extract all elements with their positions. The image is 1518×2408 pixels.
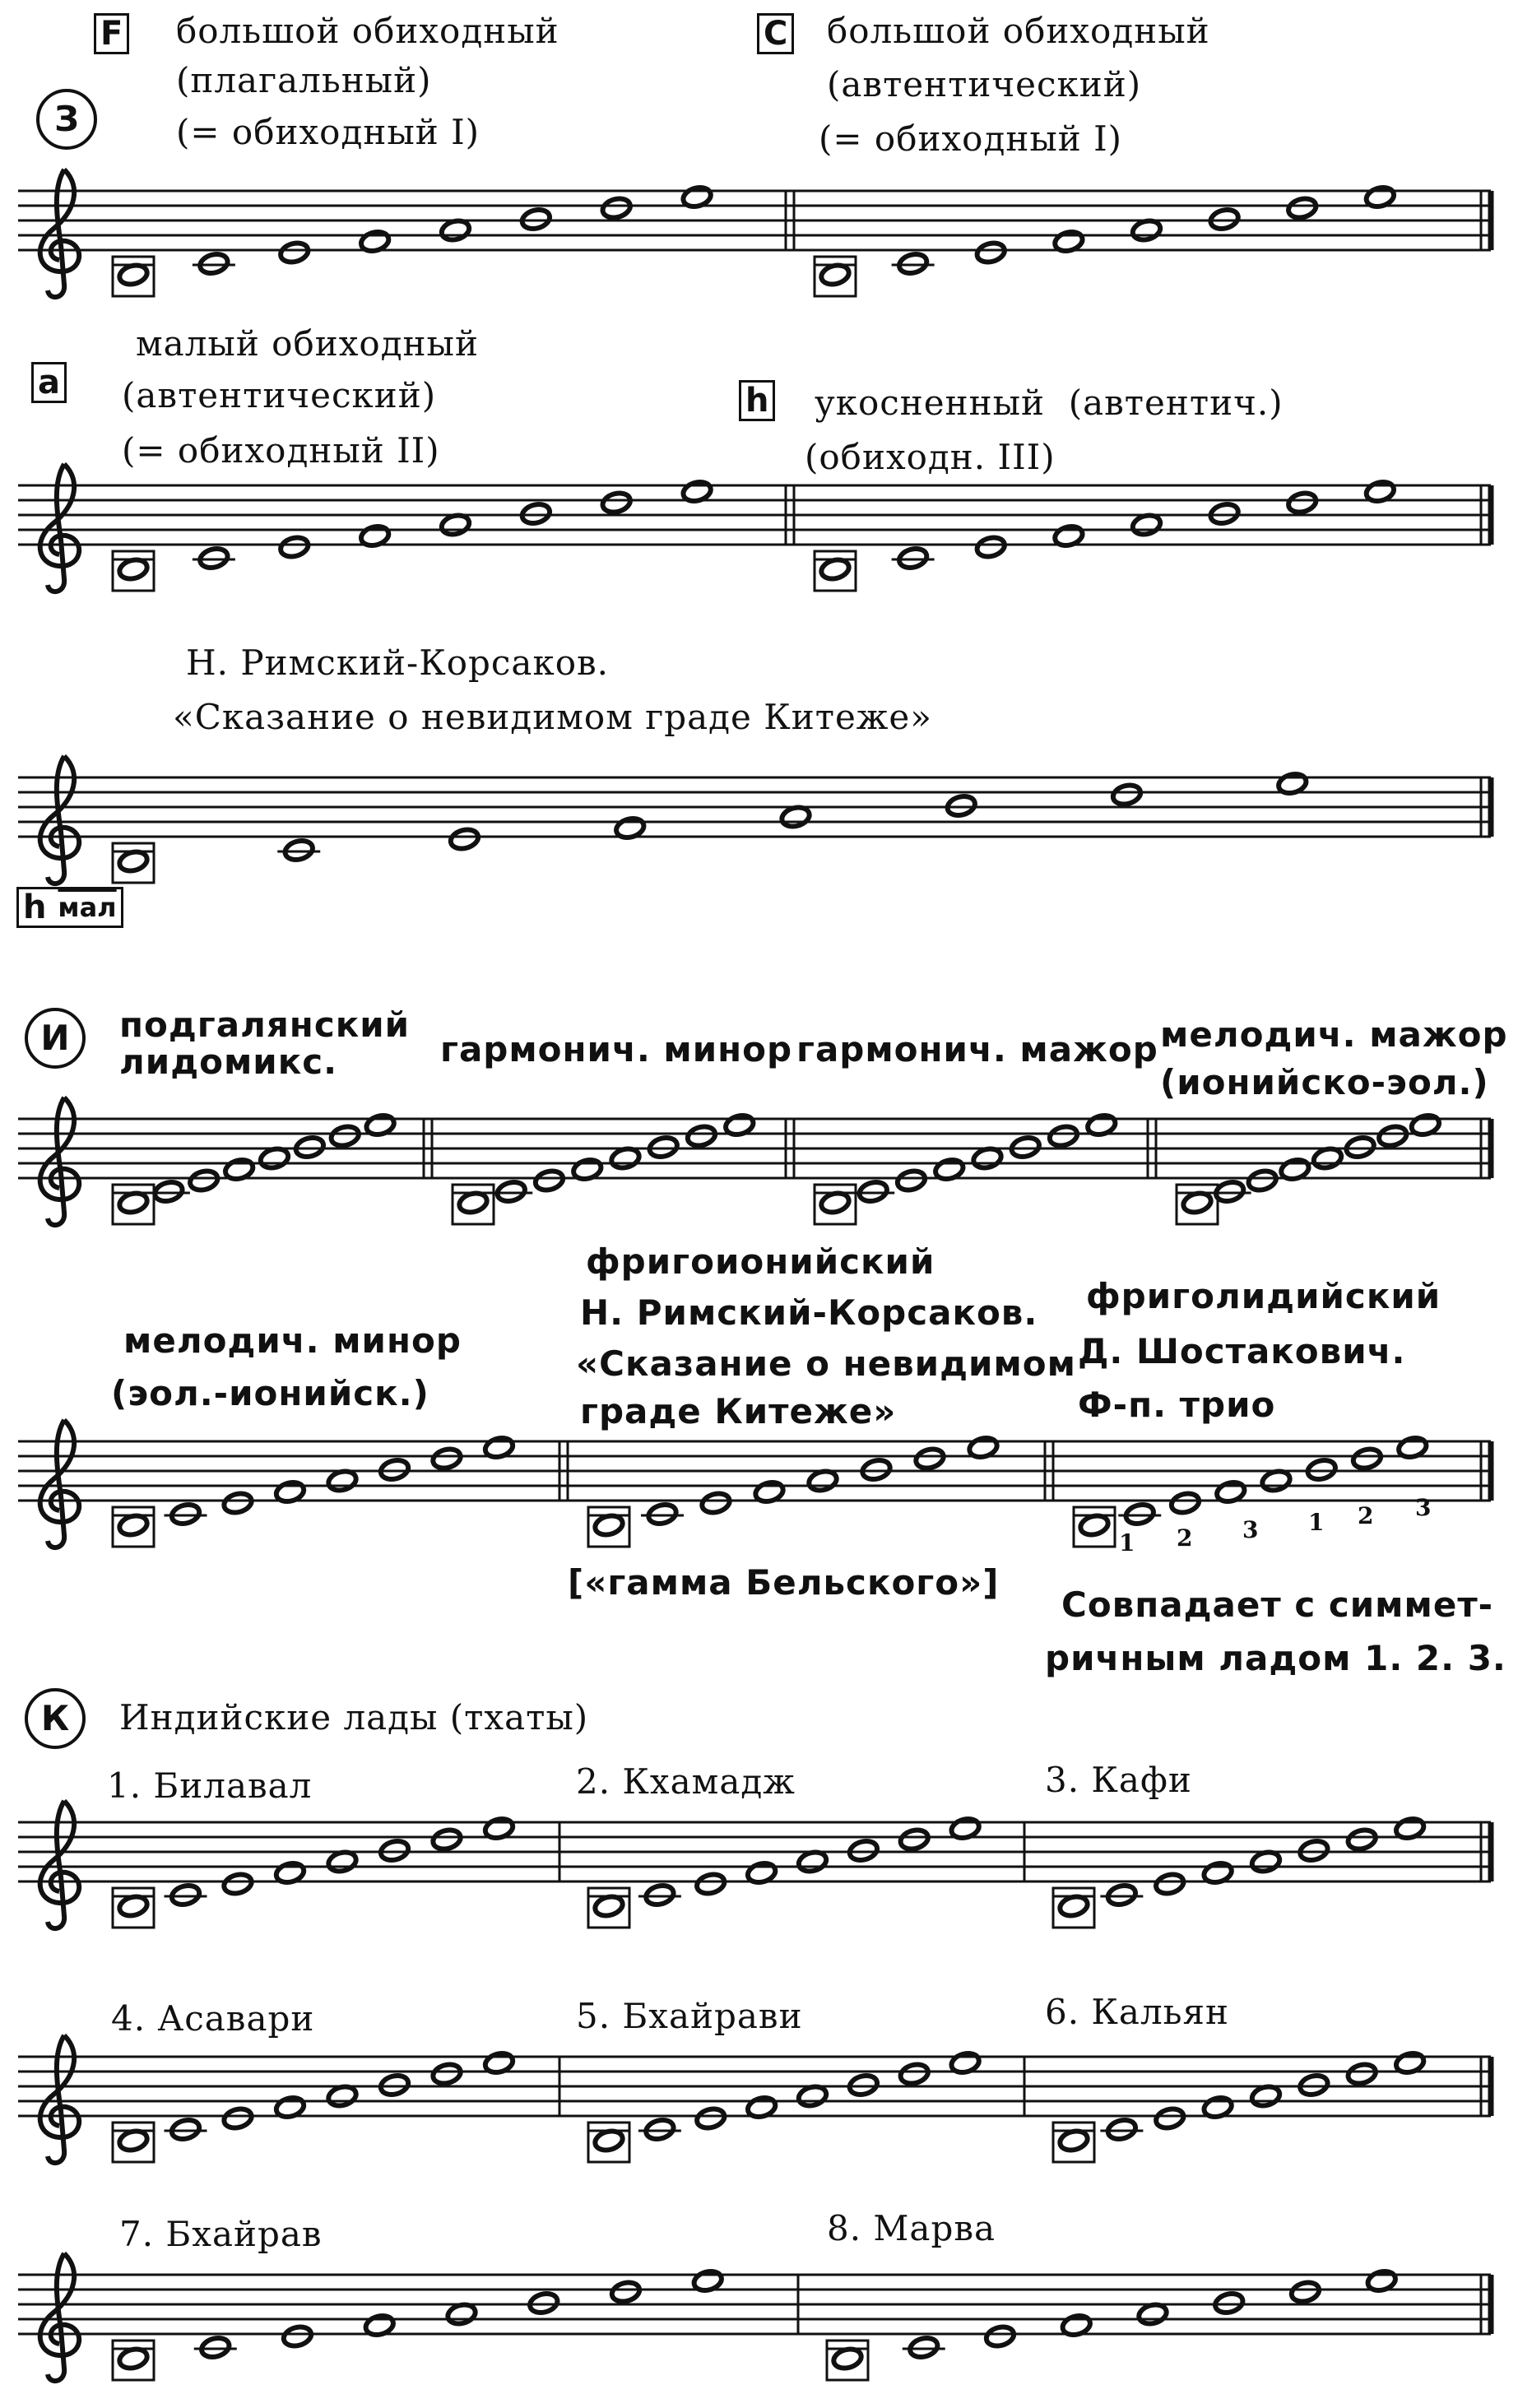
- whole-note-icon: [533, 1168, 565, 1193]
- mode-type: (плагальный): [176, 60, 432, 100]
- staff: [18, 756, 1491, 884]
- whole-note-icon: [278, 240, 310, 265]
- whole-note-icon: [188, 1168, 220, 1193]
- staff: [18, 2253, 1491, 2381]
- composer-name: Д. Шостакович.: [1078, 1331, 1406, 1371]
- treble-clef-icon: [40, 169, 79, 297]
- mode-name: подгалянский: [119, 1004, 411, 1045]
- scale-nickname: [«гамма Бельского»]: [568, 1562, 1000, 1603]
- mode-name: большой обиходный: [176, 11, 559, 51]
- whole-note-icon: [1351, 1446, 1383, 1471]
- whole-note-icon: [898, 2062, 931, 2086]
- whole-note-icon: [281, 2324, 313, 2349]
- thaat-name: 4. Асавари: [111, 1998, 315, 2039]
- mode-name: лидомикс.: [119, 1042, 338, 1082]
- mode-name: (ионийско-эол.): [1160, 1062, 1489, 1102]
- composer-name: Н. Римский-Корсаков.: [186, 643, 609, 683]
- mode-name: мелодич. минор: [123, 1320, 462, 1361]
- mode-name: гармонич. мажор: [796, 1029, 1158, 1069]
- whole-note-icon: [975, 535, 1007, 559]
- mode-name: мелодич. мажор: [1160, 1014, 1508, 1055]
- treble-clef-icon: [40, 2253, 79, 2381]
- whole-note-icon: [1286, 490, 1318, 515]
- whole-note-icon: [222, 1872, 254, 1896]
- work-title: граде Китеже»: [580, 1391, 897, 1431]
- thaat-name: 1. Билавал: [107, 1765, 313, 1806]
- treble-clef-icon: [40, 2035, 79, 2163]
- grouping-number: 3: [1415, 1494, 1432, 1521]
- mode-name: (эол.-ионийск.): [111, 1373, 429, 1413]
- note-text: ричным ладом 1. 2. 3.: [1045, 1638, 1506, 1678]
- whole-note-icon: [1286, 196, 1318, 220]
- whole-note-icon: [448, 827, 480, 851]
- mode-letter-a: a: [31, 362, 67, 403]
- grouping-number: 2: [1177, 1524, 1194, 1552]
- section-marker-i: И: [25, 1008, 86, 1069]
- whole-note-icon: [975, 240, 1007, 265]
- mode-letter-c: C: [757, 13, 794, 54]
- mode-alias: (обиходн. III): [805, 437, 1056, 477]
- staff: [18, 1801, 1491, 1928]
- whole-note-icon: [222, 2106, 254, 2131]
- section-title: Индийские лады (тхаты): [119, 1697, 589, 1738]
- mode-name: фриголидийский: [1086, 1276, 1441, 1316]
- treble-clef-icon: [40, 1420, 79, 1547]
- section-marker-k: К: [25, 1688, 86, 1749]
- mode-name: малый обиходный: [136, 323, 479, 364]
- mode-label-h-small: [16, 887, 123, 928]
- whole-note-icon: [1111, 782, 1143, 807]
- thaat-name: 3. Кафи: [1045, 1760, 1192, 1800]
- whole-note-icon: [329, 1124, 361, 1148]
- mode-letter-f: F: [94, 13, 129, 54]
- whole-note-icon: [1154, 2106, 1186, 2131]
- whole-note-icon: [1169, 1491, 1201, 1515]
- whole-note-icon: [278, 535, 310, 559]
- mode-name: гармонич. минор: [440, 1029, 793, 1069]
- treble-clef-icon: [40, 1801, 79, 1928]
- grouping-number: 1: [1119, 1529, 1136, 1557]
- treble-clef-icon: [40, 1097, 79, 1225]
- mode-name: большой обиходный: [827, 11, 1210, 51]
- work-title: «Сказание о невидимом: [576, 1343, 1076, 1384]
- whole-note-icon: [610, 2280, 642, 2304]
- whole-note-icon: [700, 1491, 732, 1515]
- whole-note-icon: [222, 1491, 254, 1515]
- whole-note-icon: [694, 2106, 727, 2131]
- whole-note-icon: [984, 2324, 1016, 2349]
- staff: [18, 1420, 1491, 1547]
- mode-name: фригоионийский: [586, 1241, 935, 1282]
- whole-note-icon: [1246, 1168, 1279, 1193]
- mode-type: (автентический): [122, 375, 437, 415]
- mode-type: (автентический): [827, 64, 1142, 104]
- whole-note-icon: [694, 1872, 727, 1896]
- whole-note-icon: [1289, 2280, 1321, 2304]
- mode-word: мал: [58, 892, 117, 923]
- mode-alias: (= обиходный I): [819, 118, 1123, 159]
- note-text: Совпадает с симмет-: [1061, 1584, 1494, 1625]
- whole-note-icon: [431, 2062, 463, 2086]
- whole-note-icon: [1154, 1872, 1186, 1896]
- thaat-name: 2. Кхамадж: [576, 1761, 796, 1802]
- mode-alias: (= обиходный II): [122, 430, 440, 471]
- work-title: Ф-п. трио: [1078, 1385, 1276, 1425]
- whole-note-icon: [431, 1446, 463, 1471]
- whole-note-icon: [431, 1827, 463, 1852]
- thaat-name: 5. Бхайрави: [576, 1996, 803, 2036]
- staff: [18, 2035, 1491, 2163]
- grouping-number: 2: [1358, 1502, 1375, 1529]
- treble-clef-icon: [40, 464, 79, 592]
- section-marker-z: З: [36, 89, 97, 150]
- staff: [18, 1097, 1491, 1225]
- whole-note-icon: [1346, 1827, 1378, 1852]
- mode-alias: (= обиходный I): [176, 112, 480, 152]
- grouping-number: 3: [1242, 1516, 1260, 1543]
- thaat-name: 6. Кальян: [1045, 1992, 1230, 2032]
- whole-note-icon: [1047, 1124, 1079, 1148]
- staff: [18, 169, 1491, 297]
- whole-note-icon: [1376, 1124, 1409, 1148]
- work-title: «Сказание о невидимом граде Китеже»: [173, 697, 932, 737]
- whole-note-icon: [914, 1446, 946, 1471]
- whole-note-icon: [685, 1124, 717, 1148]
- thaat-name: 8. Марва: [827, 2208, 996, 2248]
- grouping-number: 1: [1308, 1509, 1325, 1536]
- whole-note-icon: [601, 196, 633, 220]
- treble-clef-icon: [40, 756, 79, 884]
- composer-name: Н. Римский-Корсаков.: [580, 1292, 1038, 1333]
- thaat-name: 7. Бхайрав: [119, 2214, 323, 2254]
- whole-note-icon: [898, 1827, 931, 1852]
- whole-note-icon: [895, 1168, 927, 1193]
- staff: [18, 464, 1491, 592]
- whole-note-icon: [1346, 2062, 1378, 2086]
- mode-name: укосненный (автентич.): [815, 383, 1284, 423]
- mode-letter: h: [23, 889, 47, 926]
- mode-letter-h: h: [739, 380, 775, 421]
- whole-note-icon: [601, 490, 633, 515]
